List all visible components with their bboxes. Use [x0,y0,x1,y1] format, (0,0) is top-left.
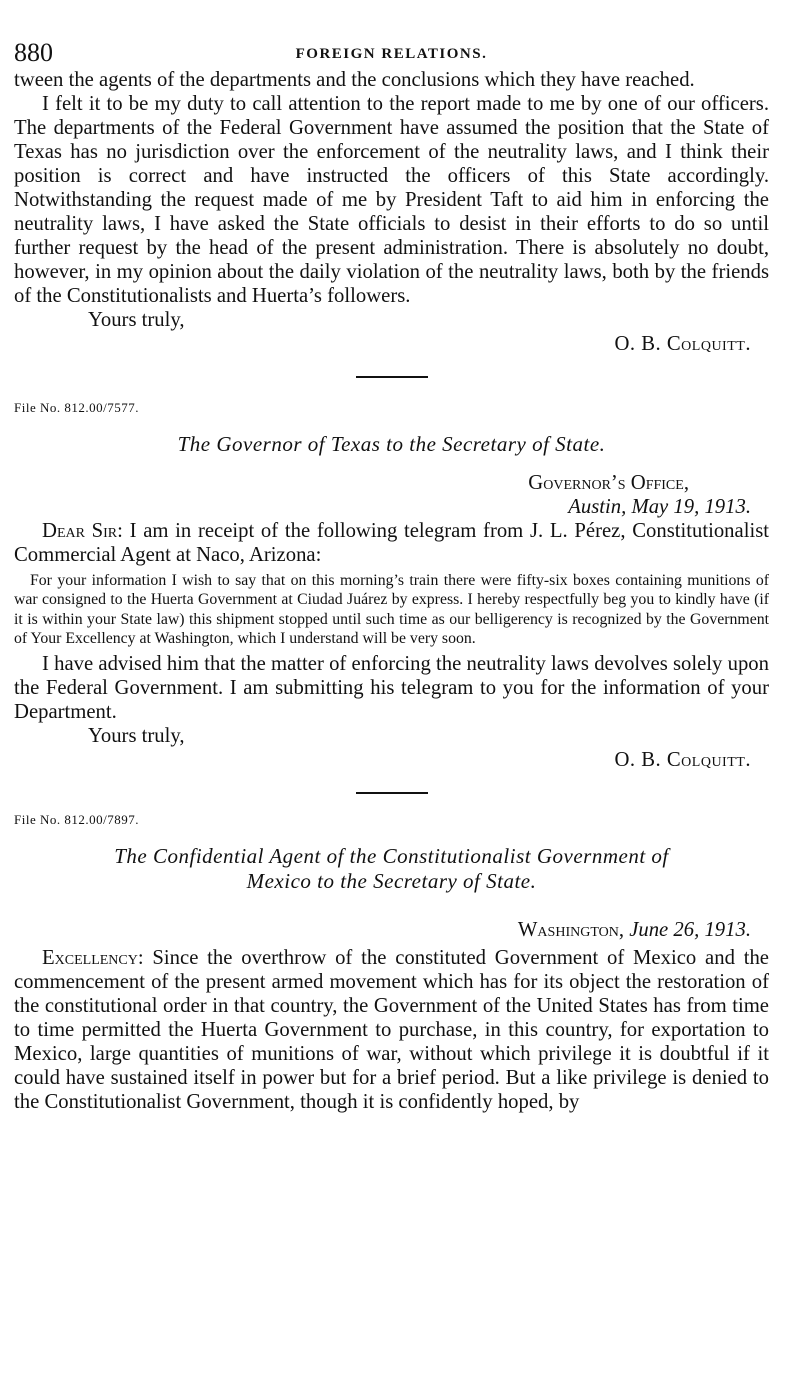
running-head: FOREIGN RELATIONS. [295,46,488,62]
letter-place [14,471,769,495]
body-paragraph: I felt it to be my duty to call attention to the report made to me by one of our officers. The departments of the Federal Government have assumed the position that the State of Texas has no jurisdiction over the enforcement of the neutrality laws, and I think their position is correct and have instructed the officers of this State accordingly. Notwithstanding the request made of me by President Taft to aid him in enforcing the neutrality laws, I have asked the State officials to desist in their efforts to do so until further request by the head of the present administration. There is absolutely no doubt, however, in my opinion about the daily violation of the neutrality laws, both by the friends of the Constitutionalists and Huerta’s followers. [14,93,769,307]
paragraph-text: : Since the overthrow of the constituted Government of Mexico and the commencement of the present armed movement which has for its object the restoration of the constitutional order in that country, the Government of the United States has from time to time permitted the Huerta Government to purchase, in this country, for exportation to Mexico, large quantities of munitions of war, without which privilege it is doubtful if it could have sustained itself in power but for a brief period. But a like privilege is denied to the Constitutionalist Government, though it is confidently hoped, by [14,947,769,1114]
page-header [14,32,769,68]
page-number: 880 [14,38,53,67]
salutation: Excellency [42,947,138,970]
salutation: Dear Sir [42,520,118,542]
letter-governor-of-texas [14,400,769,772]
telegram-quote: For your information I wish to say that on this morning’s train there were fifty-six boxes containing munitions of war consigned to the Huerta Government at Ciudad Juárez by express. I hereby respectfully beg you to kindly have (if it is within your State law) this shipment stopped until such time as our belligerency is recognized by the Government of Your Excellency at Washington, which I understand will be very soon. [14,572,769,647]
body-paragraph: I have advised him that the matter of enforcing the neutrality laws devolves solely upon the Federal Government. I am submitting his telegram to you for the information of your Department. [14,653,769,724]
body-paragraph [14,946,769,1114]
letter-confidential-agent [14,812,769,1114]
closing: Yours truly, [88,309,185,331]
opening-paragraph [14,519,769,567]
signature: O. B. Colquitt. [614,333,751,355]
continued-paragraph: tween the agents of the departments and the conclusions which they have reached. [14,69,695,91]
file-number: File No. 812.00/7897. [14,812,139,828]
place-text: Washington, [517,919,625,942]
letter-place-date [14,918,769,942]
date-text: Austin, May 19, 1913. [568,496,751,518]
letter-date [14,495,769,519]
date-text: June 26, 1913. [629,919,751,942]
letter-heading-line-2: Mexico to the Secretary of State. [246,869,537,894]
letter-colquitt-continued [14,68,769,356]
place-text: Governor’s Office, [528,472,689,494]
letter-heading-line-1: The Confidential Agent of the Constitutionalist Government of [114,844,669,869]
signature: O. B. Colquitt. [614,749,751,772]
closing: Yours truly, [88,725,185,748]
opening-text: : I am in receipt of the following telegram from J. L. Pérez, Constitutionalist Commercial Agent at Naco, Arizona: [14,520,770,566]
document-page [14,32,769,1114]
letter-heading: The Governor of Texas to the Secretary of State. [177,432,606,456]
file-number: File No. 812.00/7577. [14,400,139,415]
